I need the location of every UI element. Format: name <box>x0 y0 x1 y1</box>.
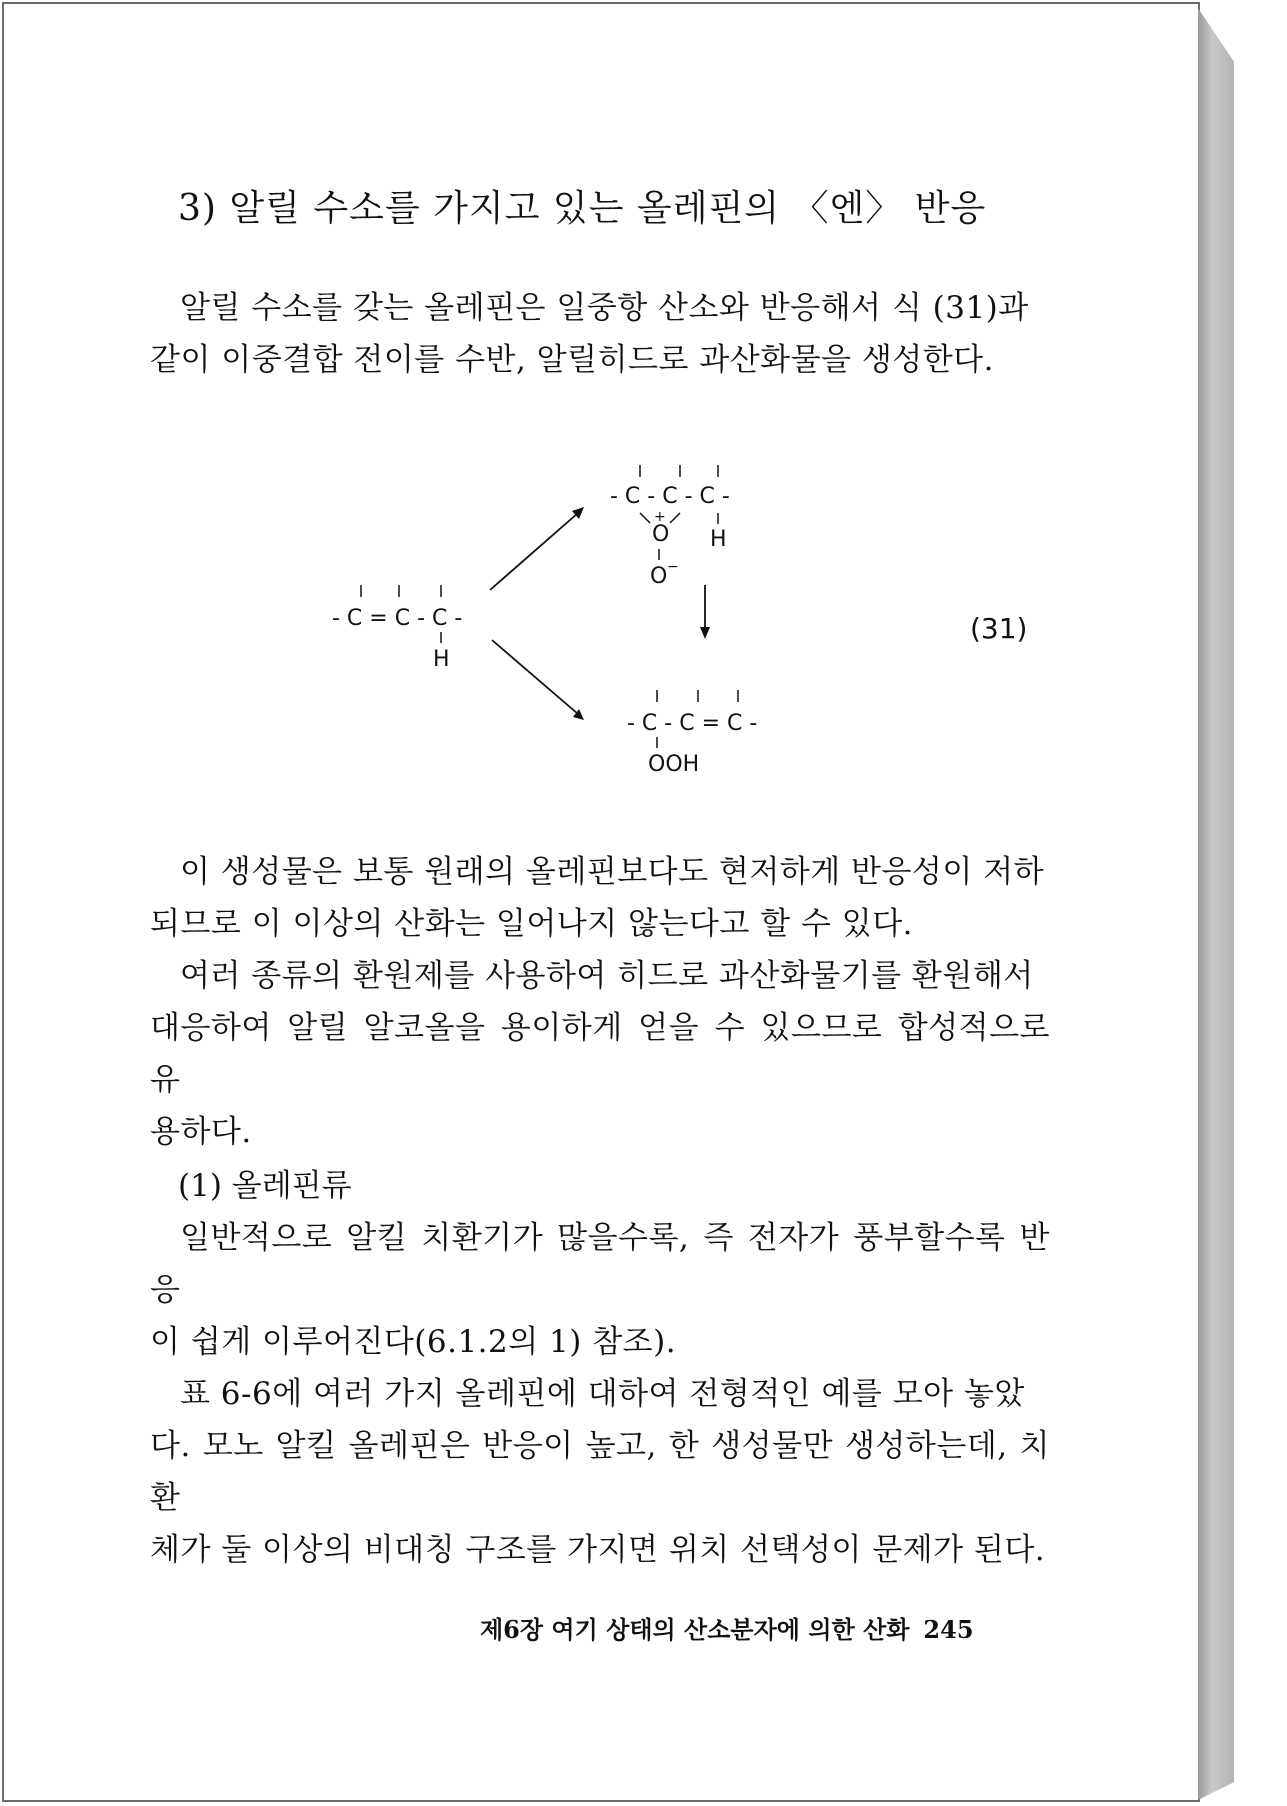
intermediate-minus: − <box>667 559 679 575</box>
text-line: 같이 이중결합 전이를 수반, 알릴히드로 과산화물을 생성한다. <box>150 342 994 378</box>
text-line: 다. 모노 알킬 올레핀은 반응이 높고, 한 생성물만 생성하는데, 치환 <box>150 1428 1050 1516</box>
intro-paragraph <box>150 282 1050 386</box>
olefin-paragraph <box>150 1212 1050 1576</box>
intermediate-plus: + <box>654 509 666 525</box>
perepoxide-intermediate <box>610 465 730 589</box>
text-line: 되므로 이 이상의 산화는 일어나지 않는다고 할 수 있다. <box>150 906 913 942</box>
text-line: 이 생성물은 보통 원래의 올레핀보다도 현저하게 반응성이 저하 <box>180 854 1045 890</box>
arrowhead-vertical <box>700 627 710 639</box>
text-line: 알릴 수소를 갖는 올레핀은 일중항 산소와 반응해서 식 (31)과 <box>180 290 1029 326</box>
reactant <box>332 585 462 672</box>
intermediate-chain: - C - C - C - <box>610 484 730 509</box>
text-line: 여러 종류의 환원제를 사용하여 히드로 과산화물기를 환원해서 <box>180 958 1034 994</box>
product-group: OOH <box>648 752 700 777</box>
text-line: 이 쉽게 이루어진다(6.1.2의 1) 참조). <box>150 1324 677 1360</box>
arrow-down <box>492 640 578 714</box>
page-number: 245 <box>923 1615 974 1644</box>
page-edge <box>1198 8 1234 1800</box>
reactant-hydrogen: H <box>433 647 450 672</box>
section-heading: 3) 알릴 수소를 가지고 있는 올레핀의 〈엔〉 반응 <box>178 188 987 229</box>
reactant-chain: - C = C - C - <box>332 606 463 631</box>
hydroperoxide-product <box>627 690 757 777</box>
intermediate-hydrogen: H <box>710 527 727 552</box>
chapter-title: 제6장 여기 상태의 산소분자에 의한 산화 <box>480 1615 910 1644</box>
text-line: 일반적으로 알킬 치환기가 많을수록, 즉 전자가 풍부할수록 반응 <box>150 1220 1050 1308</box>
subsection-heading: (1) 올레핀류 <box>178 1168 352 1204</box>
running-footer <box>480 1610 974 1645</box>
intermediate-oxide: O <box>650 564 668 589</box>
equation-number: (31) <box>970 612 1028 645</box>
text-line: 대응하여 알릴 알코올을 용이하게 얻을 수 있으므로 합성적으로 유 <box>150 1010 1050 1098</box>
text-line: 표 6-6에 여러 가지 올레핀에 대하여 전형적인 예를 모아 놓았 <box>180 1376 1025 1412</box>
text-line: 체가 둘 이상의 비대칭 구조를 가지면 위치 선택성이 문제가 된다. <box>150 1532 1046 1568</box>
text-line: 용하다. <box>150 1114 252 1150</box>
body-paragraph <box>150 846 1050 1158</box>
arrow-up <box>490 513 578 590</box>
ene-reaction-diagram <box>320 455 780 795</box>
product-chain: - C - C = C - <box>627 711 758 736</box>
intermediate-oxygen: O <box>652 522 670 547</box>
